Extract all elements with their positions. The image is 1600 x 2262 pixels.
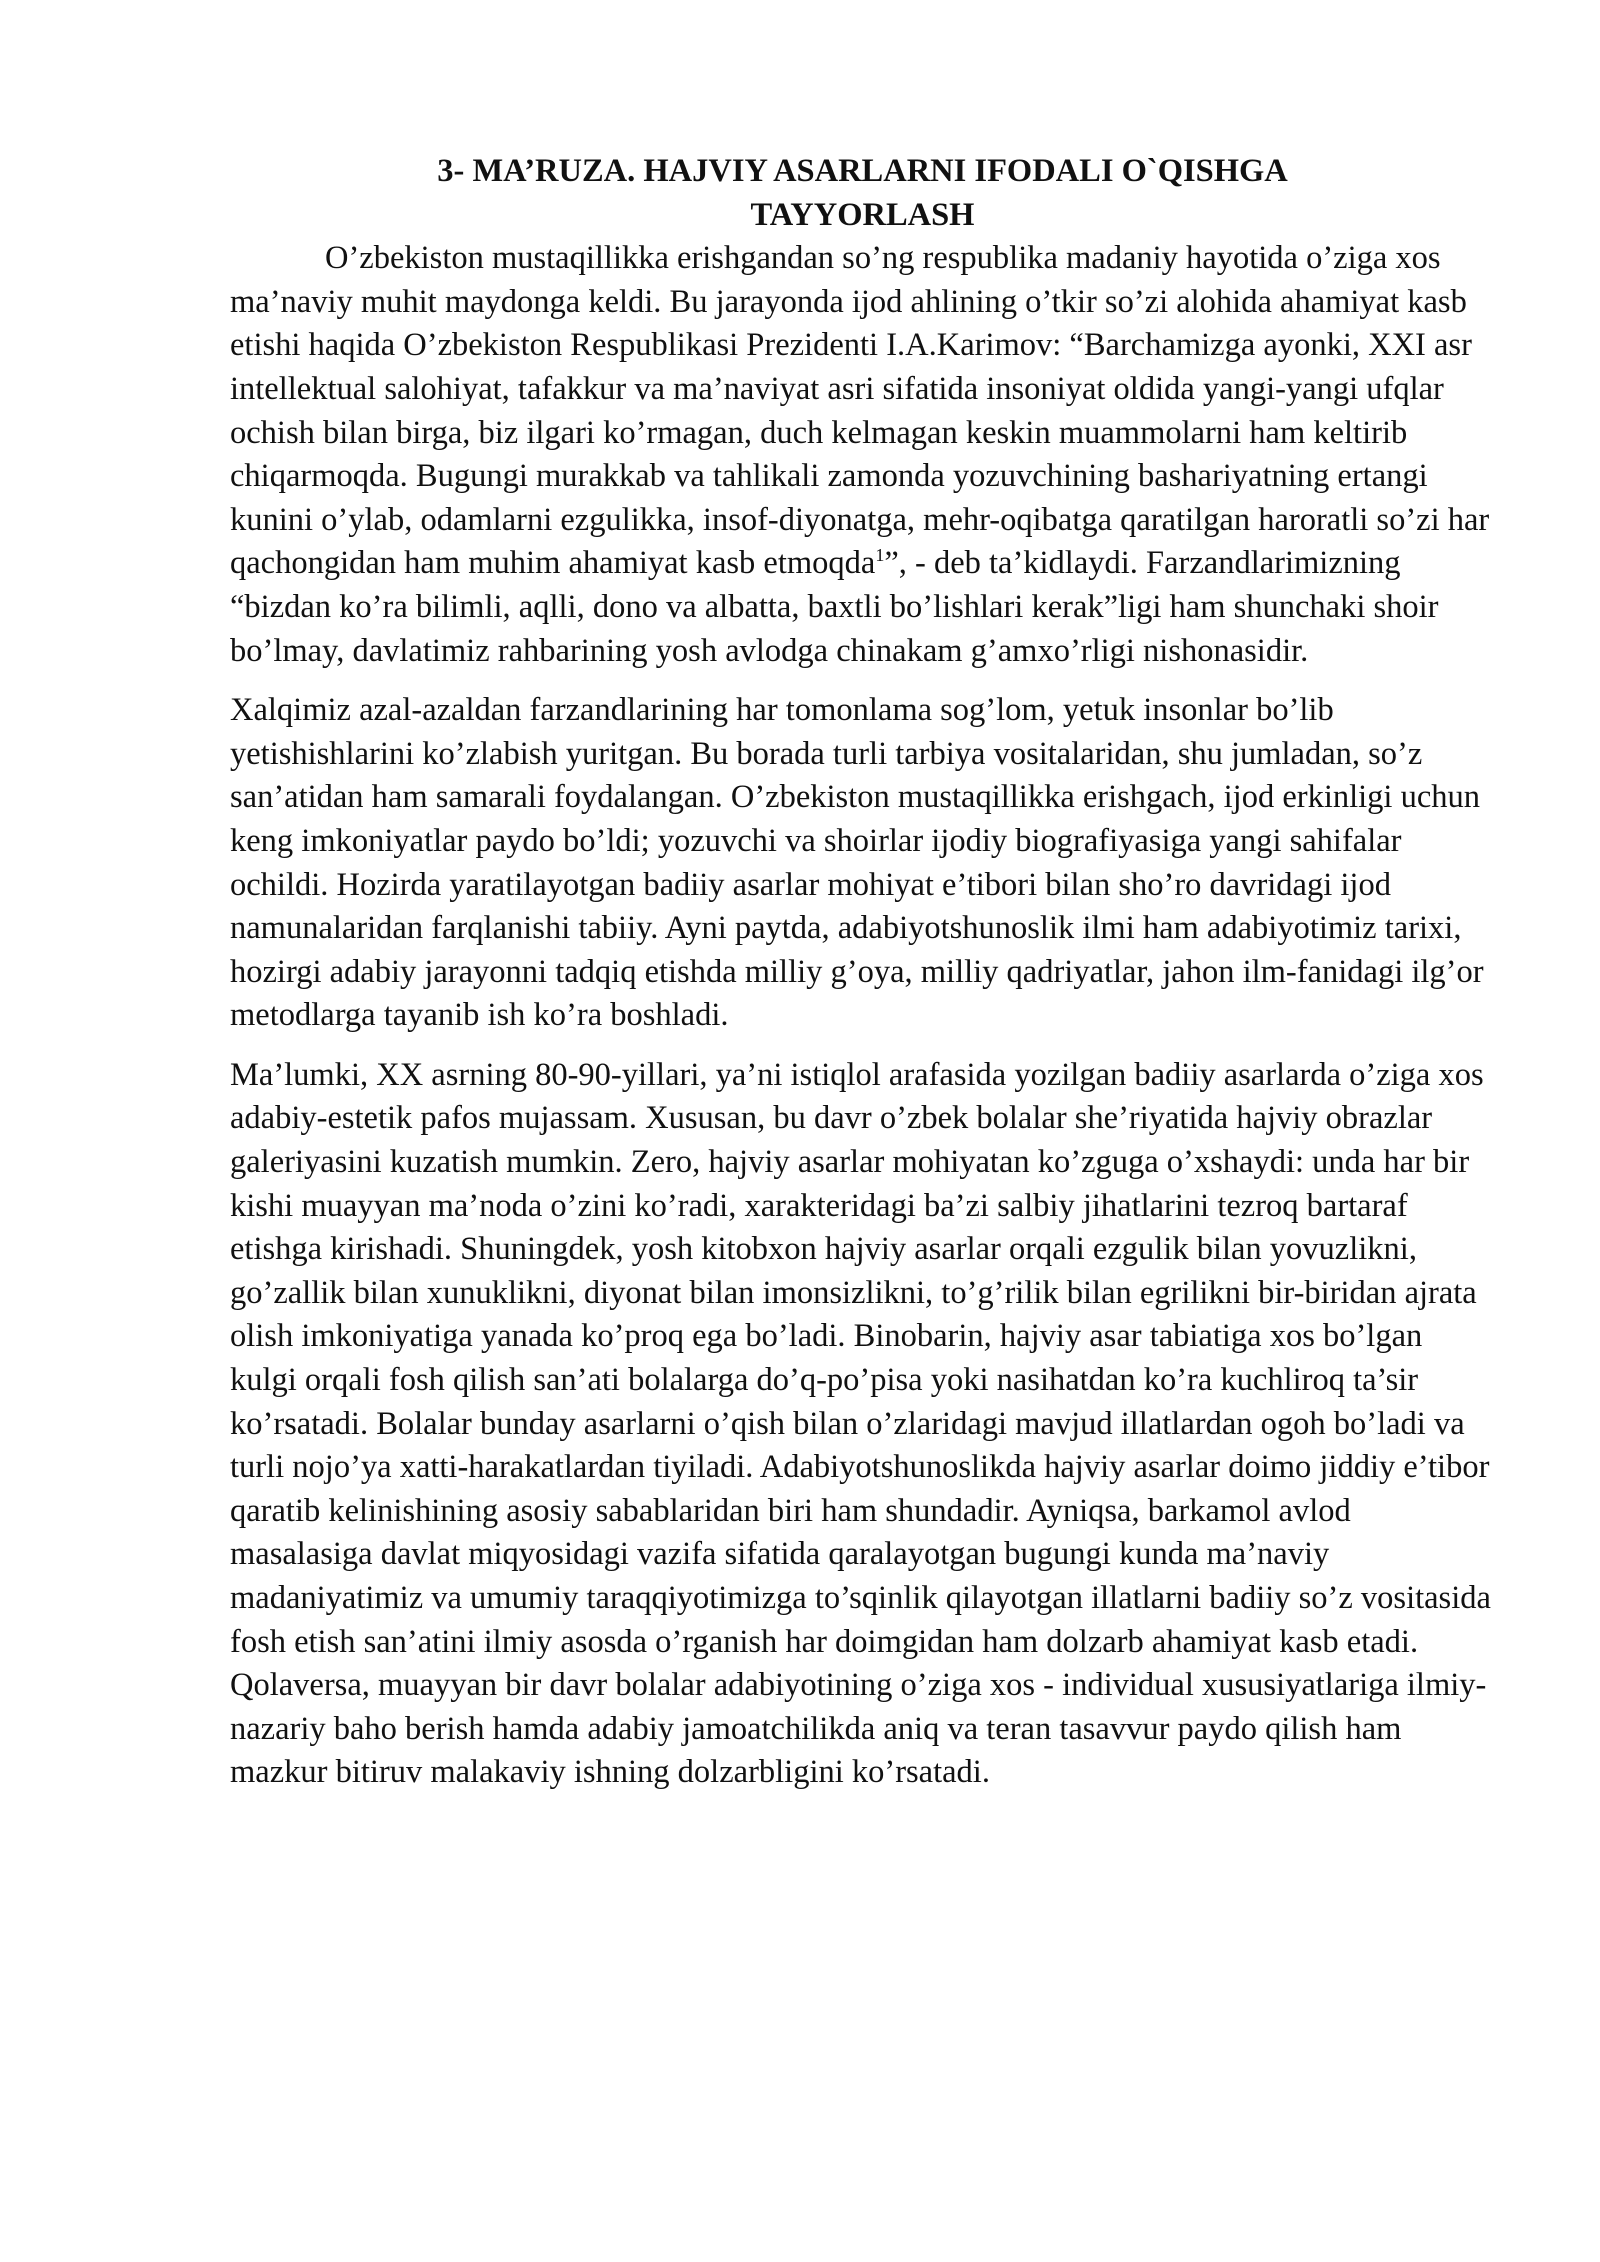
paragraph-2: Xalqimiz azal-azaldan farzandlarining har tomonlama sog’lom, yetuk insonlar bo’lib yetishishlarini ko’zlabish yuritgan. Bu borada turli tarbiya vositalaridan, shu jumladan, so’z san’atidan ham samarali foydalangan. O’zbekiston mustaqillikka erishgach, ijod erkinligi uchun keng imkoniyatlar paydo bo’ldi; yozuvchi va shoirlar ijodiy biografiyasiga yangi sahifalar ochildi. Hozirda yaratilayotgan badiiy asarlar mohiyat e’tibori bilan sho’ro davridagi ijod namunalaridan farqlanishi tabiiy. Ayni paytda, adabiyotshunoslik ilmi ham adabiyotimiz tarixi, hozirgi adabiy jarayonni tadqiq etishda milliy g’oya, milliy qadriyatlar, jahon ilm-fanidagi ilg’or metodlarga tayanib ish ko’ra boshladi. bbox=[230, 692, 1484, 1034]
paragraph-1-text: O’zbekiston mustaqillikka erishgandan so’ng respublika madaniy hayotida o’ziga xos ma’naviy muhit maydonga keldi. Bu jarayonda ijod ahlining o’tkir so’zi alohida ahamiyat kasb etishi haqida O’zbekiston Respublikasi Prezidenti I.A.Karimov: “Barchamizga ayonki, XXI asr intellektual salohiyat, tafakkur va ma’naviyat asri sifatida insoniyat oldida yangi-yangi ufqlar ochish bilan birga, biz ilgari ko’rmagan, duch kelmagan keskin muammolarni ham keltirib chiqarmoqda. Bugungi murakkab va tahlikali zamonda yozuvchining bashariyatning ertangi kunini o’ylab, odamlarni ezgulikka, insof-diyonatga, mehr-oqibatga qaratilgan haroratli so’zi har qachongidan ham muhim ahamiyat kasb etmoqda bbox=[230, 240, 1490, 582]
paragraph-3: Ma’lumki, XX asrning 80-90-yillari, ya’ni istiqlol arafasida yozilgan badiiy asarlarda o’ziga xos adabiy-estetik pafos mujassam. Xususan, bu davr o’zbek bolalar she’riyatida hajviy obrazlar galeriyasini kuzatish mumkin. Zero, hajviy asarlar mohiyatan ko’zguga o’xshaydi: unda har bir kishi muayyan ma’noda o’zini ko’radi, xarakteridagi ba’zi salbiy jihatlarini tezroq bartaraf etishga kirishadi. Shuningdek, yosh kitobxon hajviy asarlar orqali ezgulik bilan yovuzlikni, go’zallik bilan xunuklikni, diyonat bilan imonsizlikni, to’g’rilik bilan egrilikni bir-biridan ajrata olish imkoniyatiga yanada ko’proq ega bo’ladi. Binobarin, hajviy asar tabiatiga xos bo’lgan kulgi orqali fosh qilish san’ati bolalarga do’q-po’pisa yoki nasihatdan ko’ra kuchliroq ta’sir ko’rsatadi. Bolalar bunday asarlarni o’qish bilan o’zlaridagi mavjud illatlardan ogoh bo’ladi va turli nojo’ya xatti-harakatlardan tiyiladi. Adabiyotshunoslikda hajviy asarlar doimo jiddiy e’tibor qaratib kelinishining asosiy sabablaridan biri ham shundadir. Ayniqsa, barkamol avlod masalasiga davlat miqyosidagi vazifa sifatida qaralayotgan bugungi kunda ma’naviy madaniyatimiz va umumiy taraqqiyotimizga to’sqinlik qilayotgan illatlarni badiiy so’z vositasida fosh etish san’atini ilmiy asosda o’rganish har doimgidan ham dolzarb ahamiyat kasb etadi. Qolaversa, muayyan bir davr bolalar adabiyotining o’ziga xos - individual xususiyatlariga ilmiy-nazariy baho berish hamda adabiy jamoatchilikda aniq va teran tasavvur paydo qilish ham mazkur bitiruv malakaviy ishning dolzarbligini ko’rsatadi. bbox=[230, 1056, 1491, 1791]
paragraph-1-text-continued: ”, - deb ta’kidlaydi. Farzandlarimizning “bizdan ko’ra bilimli, aqlli, dono va albatta, baxtli bo’lishlari kerak”ligi ham shunchaki shoir bo’lmay, davlatimiz rahbarining yosh avlodga chinakam g’amxo’rligi nishonasidir. bbox=[230, 545, 1439, 669]
footnote-reference[interactable]: 1 bbox=[875, 545, 885, 566]
title-line-2: TAYYORLASH bbox=[750, 196, 975, 233]
paragraph-1 bbox=[230, 237, 1495, 673]
lecture-title bbox=[230, 150, 1495, 237]
document-page bbox=[230, 150, 1495, 1795]
title-line-1: 3- MA’RUZA. HAJVIY ASARLARNI IFODALI O`QISHGA bbox=[437, 153, 1288, 189]
